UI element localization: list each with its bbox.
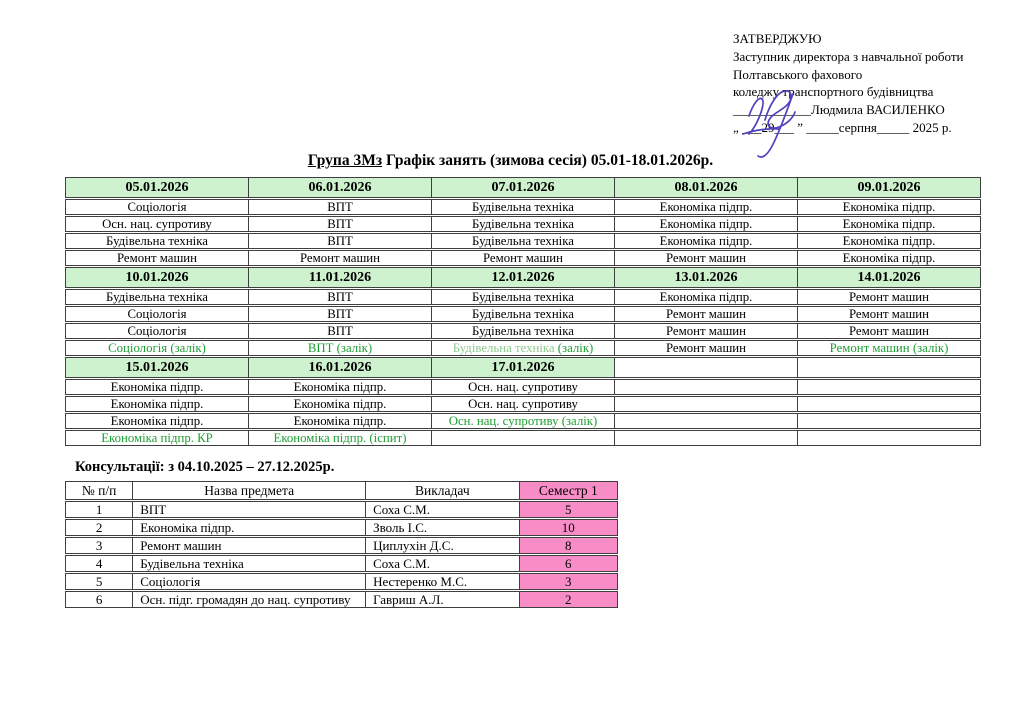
schedule-row (65, 323, 981, 339)
subject-cell: Будівельна техніка (133, 555, 366, 572)
consultation-row (65, 591, 618, 608)
subject-cell: Економіка підпр. (249, 379, 432, 395)
hours-cell: 5 (520, 501, 618, 518)
subject-cell: Соціологія (65, 199, 249, 215)
approval-line: коледжу транспортного будівництва (733, 84, 934, 100)
subject-cell: Економіка підпр. (615, 216, 798, 232)
subject-cell: Будівельна техніка (432, 199, 615, 215)
schedule-row (65, 233, 981, 249)
empty-cell (615, 430, 798, 446)
header-cell-number: № п/п (65, 481, 133, 500)
exam-cell: Ремонт машин (залік) (798, 340, 981, 356)
subject-cell: ВПТ (133, 501, 366, 518)
schedule-row (65, 379, 981, 395)
subject-cell: ВПТ (249, 306, 432, 322)
subject-cell: ВПТ (249, 289, 432, 305)
teacher-cell: Соха С.М. (366, 501, 520, 518)
empty-cell (432, 430, 615, 446)
subject-cell: Соціологія (65, 306, 249, 322)
empty-cell (798, 413, 981, 429)
subject-cell: Осн. нац. супротиву (432, 396, 615, 412)
number-cell: 3 (65, 537, 133, 554)
subject-cell: Економіка підпр. (133, 519, 366, 536)
subject-cell: ВПТ (249, 323, 432, 339)
hours-cell: 2 (520, 591, 618, 608)
subject-cell: Ремонт машин (798, 306, 981, 322)
empty-cell (615, 413, 798, 429)
subject-cell: Ремонт машин (798, 289, 981, 305)
teacher-cell: Зволь І.С. (366, 519, 520, 536)
subject-cell: Будівельна техніка (432, 216, 615, 232)
schedule-exam-row (65, 340, 981, 356)
empty-cell (798, 379, 981, 395)
subject-cell: Осн. нац. супротиву (432, 379, 615, 395)
schedule-row (65, 250, 981, 266)
subject-cell: Економіка підпр. (798, 233, 981, 249)
number-cell: 2 (65, 519, 133, 536)
signatory-name: Людмила ВАСИЛЕНКО (811, 102, 945, 118)
subject-cell: Ремонт машин (432, 250, 615, 266)
date-cell: 15.01.2026 (65, 357, 249, 378)
date-cell: 10.01.2026 (65, 267, 249, 288)
consultation-row (65, 519, 618, 536)
consultation-row (65, 555, 618, 572)
subject-cell: ВПТ (249, 233, 432, 249)
signature-blank: ____________ (733, 102, 811, 118)
hours-cell: 10 (520, 519, 618, 536)
schedule-exam-row (65, 430, 981, 446)
date-cell: 13.01.2026 (615, 267, 798, 288)
exam-mark-part: (залік) (557, 341, 594, 355)
subject-cell: Економіка підпр. (249, 413, 432, 429)
date-cell: 07.01.2026 (432, 177, 615, 198)
hours-cell: 6 (520, 555, 618, 572)
date-cell: 09.01.2026 (798, 177, 981, 198)
subject-cell: Ремонт машин (65, 250, 249, 266)
week3-date-row (65, 357, 981, 378)
date-cell: 14.01.2026 (798, 267, 981, 288)
schedule-row (65, 413, 981, 429)
teacher-cell: Гавриш А.Л. (366, 591, 520, 608)
schedule-table (65, 176, 981, 447)
empty-cell (798, 396, 981, 412)
teacher-cell: Циплухін Д.С. (366, 537, 520, 554)
subject-cell: Осн. нац. супротиву (65, 216, 249, 232)
date-cell: 17.01.2026 (432, 357, 615, 378)
header-cell-semester: Семестр 1 (520, 481, 618, 500)
approval-stamp: ЗАТВЕРДЖУЮ (733, 31, 822, 46)
empty-cell (615, 396, 798, 412)
teacher-cell: Соха С.М. (366, 555, 520, 572)
empty-cell (798, 357, 981, 378)
subject-cell: Економіка підпр. (615, 199, 798, 215)
hours-cell: 8 (520, 537, 618, 554)
schedule-row (65, 216, 981, 232)
exam-cell: Соціологія (залік) (65, 340, 249, 356)
subject-cell: Будівельна техніка (432, 306, 615, 322)
hours-cell: 3 (520, 573, 618, 590)
exam-subject-part: Будівельна техніка (452, 341, 558, 355)
consultations-title: Консультації: з 04.10.2025 – 27.12.2025р. (75, 459, 335, 475)
consultation-row (65, 501, 618, 518)
subject-cell: Економіка підпр. (615, 233, 798, 249)
subject-cell: Будівельна техніка (65, 233, 249, 249)
week1-date-row (65, 177, 981, 198)
header-cell-subject: Назва предмета (133, 481, 366, 500)
subject-cell: Будівельна техніка (65, 289, 249, 305)
number-cell: 1 (65, 501, 133, 518)
date-cell: 12.01.2026 (432, 267, 615, 288)
schedule-row (65, 199, 981, 215)
exam-cell (432, 340, 615, 356)
consultation-row (65, 573, 618, 590)
exam-cell: ВПТ (залік) (249, 340, 432, 356)
approval-line: Полтавського фахового (733, 66, 863, 82)
schedule-row (65, 306, 981, 322)
date-cell: 05.01.2026 (65, 177, 249, 198)
subject-cell: Ремонт машин (615, 250, 798, 266)
approval-line: Заступник директора з навчальної роботи (733, 48, 964, 64)
date-cell: 16.01.2026 (249, 357, 432, 378)
subject-cell: Ремонт машин (615, 323, 798, 339)
week2-date-row (65, 267, 981, 288)
subject-cell: Будівельна техніка (432, 233, 615, 249)
schedule-row (65, 396, 981, 412)
exam-cell: Осн. нац. супротиву (залік) (432, 413, 615, 429)
subject-cell: Економіка підпр. (65, 379, 249, 395)
subject-cell: Економіка підпр. (615, 289, 798, 305)
subject-cell: Економіка підпр. (798, 250, 981, 266)
consultation-row (65, 537, 618, 554)
header-cell-teacher: Викладач (366, 481, 520, 500)
teacher-cell: Нестеренко М.С. (366, 573, 520, 590)
number-cell: 5 (65, 573, 133, 590)
subject-cell: ВПТ (249, 216, 432, 232)
subject-cell: Осн. підг. громадян до нац. супротиву (133, 591, 366, 608)
number-cell: 4 (65, 555, 133, 572)
empty-cell (798, 430, 981, 446)
subject-cell: Будівельна техніка (432, 323, 615, 339)
date-cell: 06.01.2026 (249, 177, 432, 198)
subject-cell: ВПТ (249, 199, 432, 215)
subject-cell: Соціологія (65, 323, 249, 339)
exam-cell: Економіка підпр. (іспит) (249, 430, 432, 446)
number-cell: 6 (65, 591, 133, 608)
subject-cell: Ремонт машин (798, 323, 981, 339)
empty-cell (615, 379, 798, 395)
schedule-title-group: Група 3Мз (307, 152, 383, 169)
subject-cell: Ремонт машин (615, 340, 798, 356)
subject-cell: Економіка підпр. (798, 216, 981, 232)
exam-cell: Економіка підпр. КР (65, 430, 249, 446)
approval-date-line: „ ___29___ ” _____серпня_____ 2025 р. (733, 119, 952, 135)
approval-block (733, 30, 1001, 137)
subject-cell: Ремонт машин (133, 537, 366, 554)
schedule-title (65, 152, 956, 170)
date-cell: 11.01.2026 (249, 267, 432, 288)
subject-cell: Ремонт машин (249, 250, 432, 266)
subject-cell: Економіка підпр. (65, 396, 249, 412)
subject-cell: Економіка підпр. (249, 396, 432, 412)
consultations-table (65, 480, 618, 609)
empty-cell (615, 357, 798, 378)
date-cell: 08.01.2026 (615, 177, 798, 198)
schedule-row (65, 289, 981, 305)
schedule-title-rest: Графік занять (зимова сесія) 05.01-18.01.2026р. (385, 152, 714, 169)
subject-cell: Економіка підпр. (798, 199, 981, 215)
signatory-line (733, 101, 1001, 119)
consultations-header-row (65, 481, 618, 500)
subject-cell: Соціологія (133, 573, 366, 590)
subject-cell: Економіка підпр. (65, 413, 249, 429)
subject-cell: Будівельна техніка (432, 289, 615, 305)
subject-cell: Ремонт машин (615, 306, 798, 322)
